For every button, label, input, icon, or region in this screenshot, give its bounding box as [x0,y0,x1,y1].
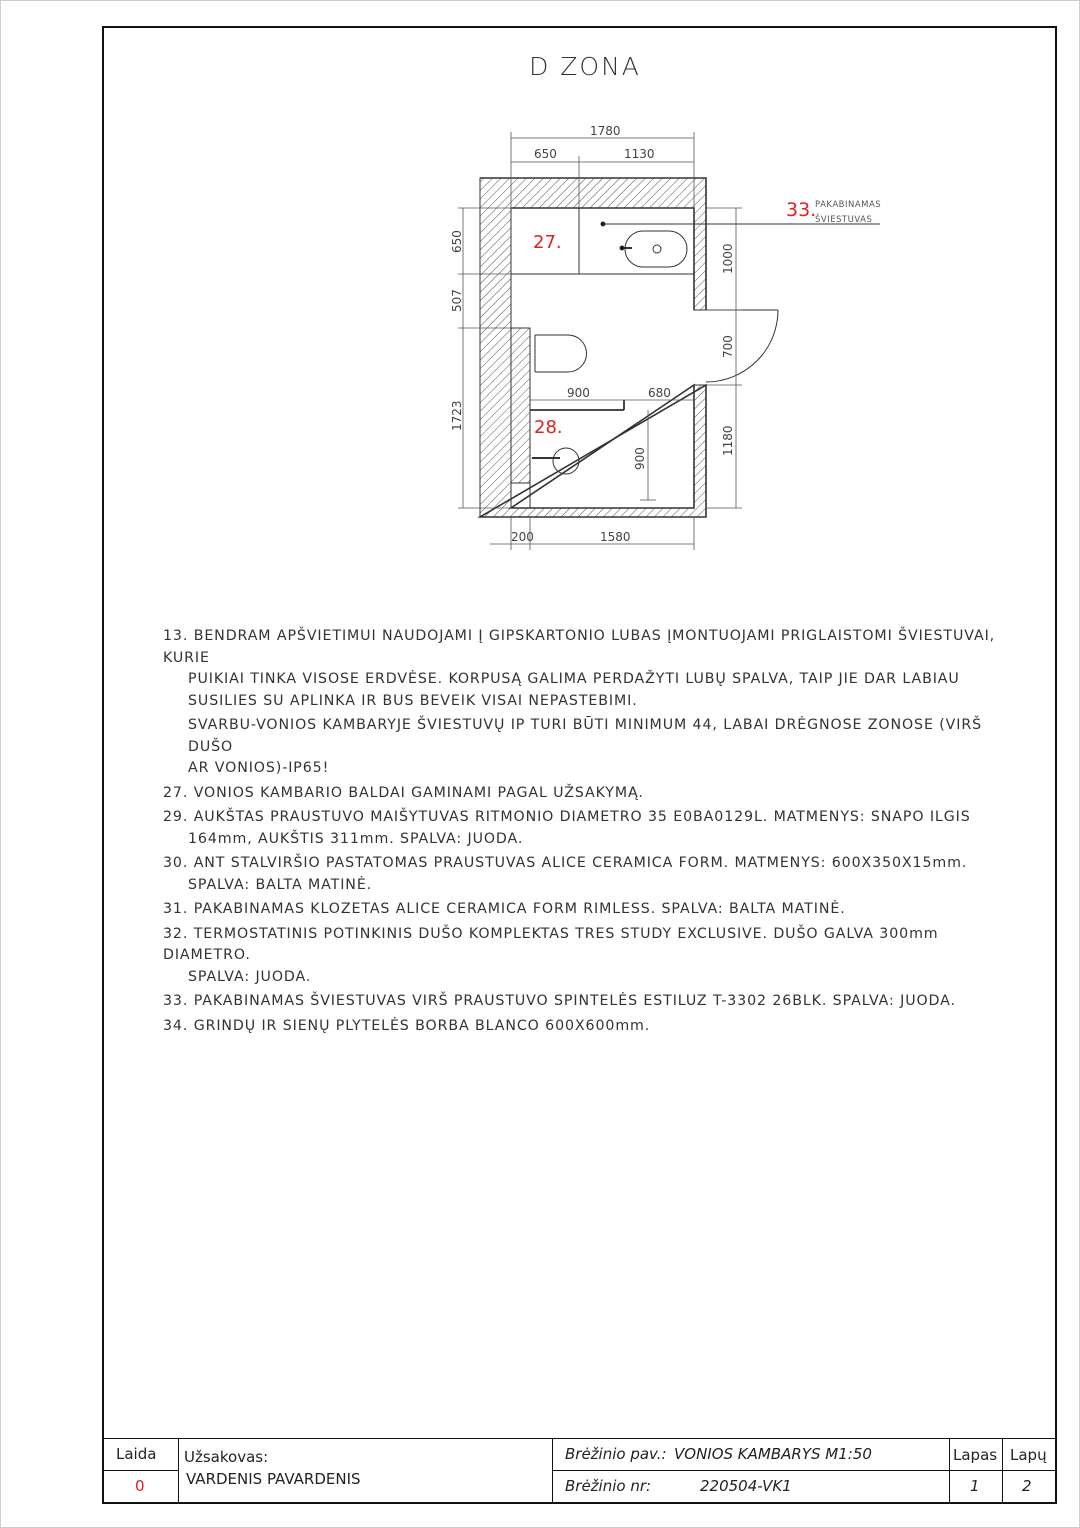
lapas-value: 1 [970,1477,980,1495]
note-text: GRINDŲ IR SIENŲ PLYTELĖS BORBA BLANCO 600X600mm. [193,1017,651,1034]
brezinio-nr-value: 220504-VK1 [700,1477,792,1495]
note-line [163,626,1013,669]
marker-28: 28. [534,417,563,438]
note-item [163,853,1013,896]
note-line [163,829,1013,851]
note-line [163,691,1013,713]
note-line [163,807,1013,829]
laida-label: Laida [116,1445,157,1463]
note-text: SPALVA: BALTA MATINĖ. [188,876,373,893]
note-number: 27. [163,784,189,801]
note-number: 34. [163,1017,189,1034]
brezinio-nr-label: Brėžinio nr: [565,1477,652,1495]
dim-inner-vertical: 900 [633,447,647,470]
dim-top-right: 1130 [624,147,655,161]
note-item [163,807,1013,850]
marker-27: 27. [533,232,562,253]
note-text: AR VONIOS)-IP65! [188,760,330,776]
note-text: ANT STALVIRŠIO PASTATOMAS PRAUSTUVAS ALICE CERAMICA FORM. MATMENYS: 600X350X15mm. [193,855,968,871]
note-item [163,783,1013,805]
brezinio-pav-label: Brėžinio pav.: [565,1445,667,1463]
note-number: 33. [163,993,189,1009]
note-line [188,758,1013,780]
note-text: PAKABINAMAS KLOZETAS ALICE CERAMICA FORM RIMLESS. SPALVA: BALTA MATINĖ. [193,901,846,917]
note-line [163,899,1013,921]
note-line [163,924,1013,967]
brezinio-pav-value: VONIOS KAMBARYS M1:50 [674,1445,872,1463]
dim-inner-right: 680 [648,386,671,400]
note-text: BENDRAM APŠVIETIMUI NAUDOJAMI Į GIPSKARTONIO LUBAS ĮMONTUOJAMI PRIGLAISTOMI ŠVIESTUVAI, KURIE [163,628,996,666]
note-text: VONIOS KAMBARIO BALDAI GAMINAMI PAGAL UŽSAKYMĄ. [193,784,644,801]
note-number: 29. [163,809,189,825]
note-number: 31. [163,901,189,917]
note-line [163,853,1013,875]
dim-left-mid: 507 [450,289,464,312]
dim-left-bottom: 1723 [450,400,464,431]
note-line [163,991,1013,1013]
floor-plan [420,110,900,560]
marker-33: 33. [786,199,817,221]
wall-panel [511,328,530,483]
note-line [163,783,1013,805]
dim-left-top: 650 [450,230,464,253]
note-item [163,924,1013,989]
dim-bottom-left: 200 [511,530,534,544]
note-text: SUSILIES SU APLINKA IR BUS BEVEIK VISAI NEPASTEBIMI. [188,692,638,709]
dim-top-total: 1780 [590,124,621,138]
dim-inner-left: 900 [567,386,590,400]
note-text: 164mm, AUKŠTIS 311mm. SPALVA: JUODA. [188,830,524,847]
note-line [163,1016,1013,1038]
note-line [163,875,1013,897]
note-line [163,669,1013,691]
dim-right-door: 700 [721,335,735,358]
callout-line2: ŠVIESTUVAS [815,215,873,225]
door-swing [706,310,778,382]
dim-right-bottom: 1180 [721,425,735,456]
note-number: 13. [163,628,189,644]
dim-top-left: 650 [534,147,557,161]
note-number: 32. [163,925,189,942]
laida-value: 0 [135,1477,145,1495]
uzsakovas-label: Užsakovas: [184,1448,269,1466]
note-line [188,715,1013,758]
wall-panel [511,483,530,508]
note-line [163,967,1013,989]
wall [511,208,694,508]
uzsakovas-value: VARDENIS PAVARDENIS [186,1470,361,1488]
dim-right-top: 1000 [721,243,735,274]
note-text: SVARBU-VONIOS KAMBARYJE ŠVIESTUVŲ IP TURI BŪTI MINIMUM 44, LABAI DRĖGNOSE ZONOSE (VIRŠ DUŠO [188,717,983,755]
note-text: PUIKIAI TINKA VISOSE ERDVĖSE. KORPUSĄ GALIMA PERDAŽYTI LUBŲ SPALVA, TAIP JIE DAR LABIAU [188,671,960,687]
note-item [163,715,1013,780]
washbasin [625,231,687,267]
note-text: AUKŠTAS PRAUSTUVO MAIŠYTUVAS RITMONIO DIAMETRO 35 E0BA0129L. MATMENYS: SNAPO ILGIS [193,809,971,825]
note-item [163,1016,1013,1038]
notes-list [163,626,1013,1040]
toilet [535,335,587,372]
note-item [163,626,1013,712]
dim-bottom-right: 1580 [600,530,631,544]
lapu-value: 2 [1022,1477,1032,1495]
note-item [163,991,1013,1013]
note-number: 30. [163,855,189,871]
note-text: SPALVA: JUODA. [188,968,312,985]
lapas-label: Lapas [953,1446,998,1464]
note-text: TERMOSTATINIS POTINKINIS DUŠO KOMPLEKTAS TRES STUDY EXCLUSIVE. DUŠO GALVA 300mm DIAMETRO. [163,925,939,963]
lapu-label: Lapų [1010,1446,1047,1464]
note-item [163,899,1013,921]
title-block [102,1438,1057,1502]
callout-line1: PAKABINAMAS [815,200,882,210]
drawing-title: D ZONA [529,52,641,81]
note-text: PAKABINAMAS ŠVIESTUVAS VIRŠ PRAUSTUVO SPINTELĖS ESTILUZ T-3302 26BLK. SPALVA: JUODA. [193,993,956,1009]
